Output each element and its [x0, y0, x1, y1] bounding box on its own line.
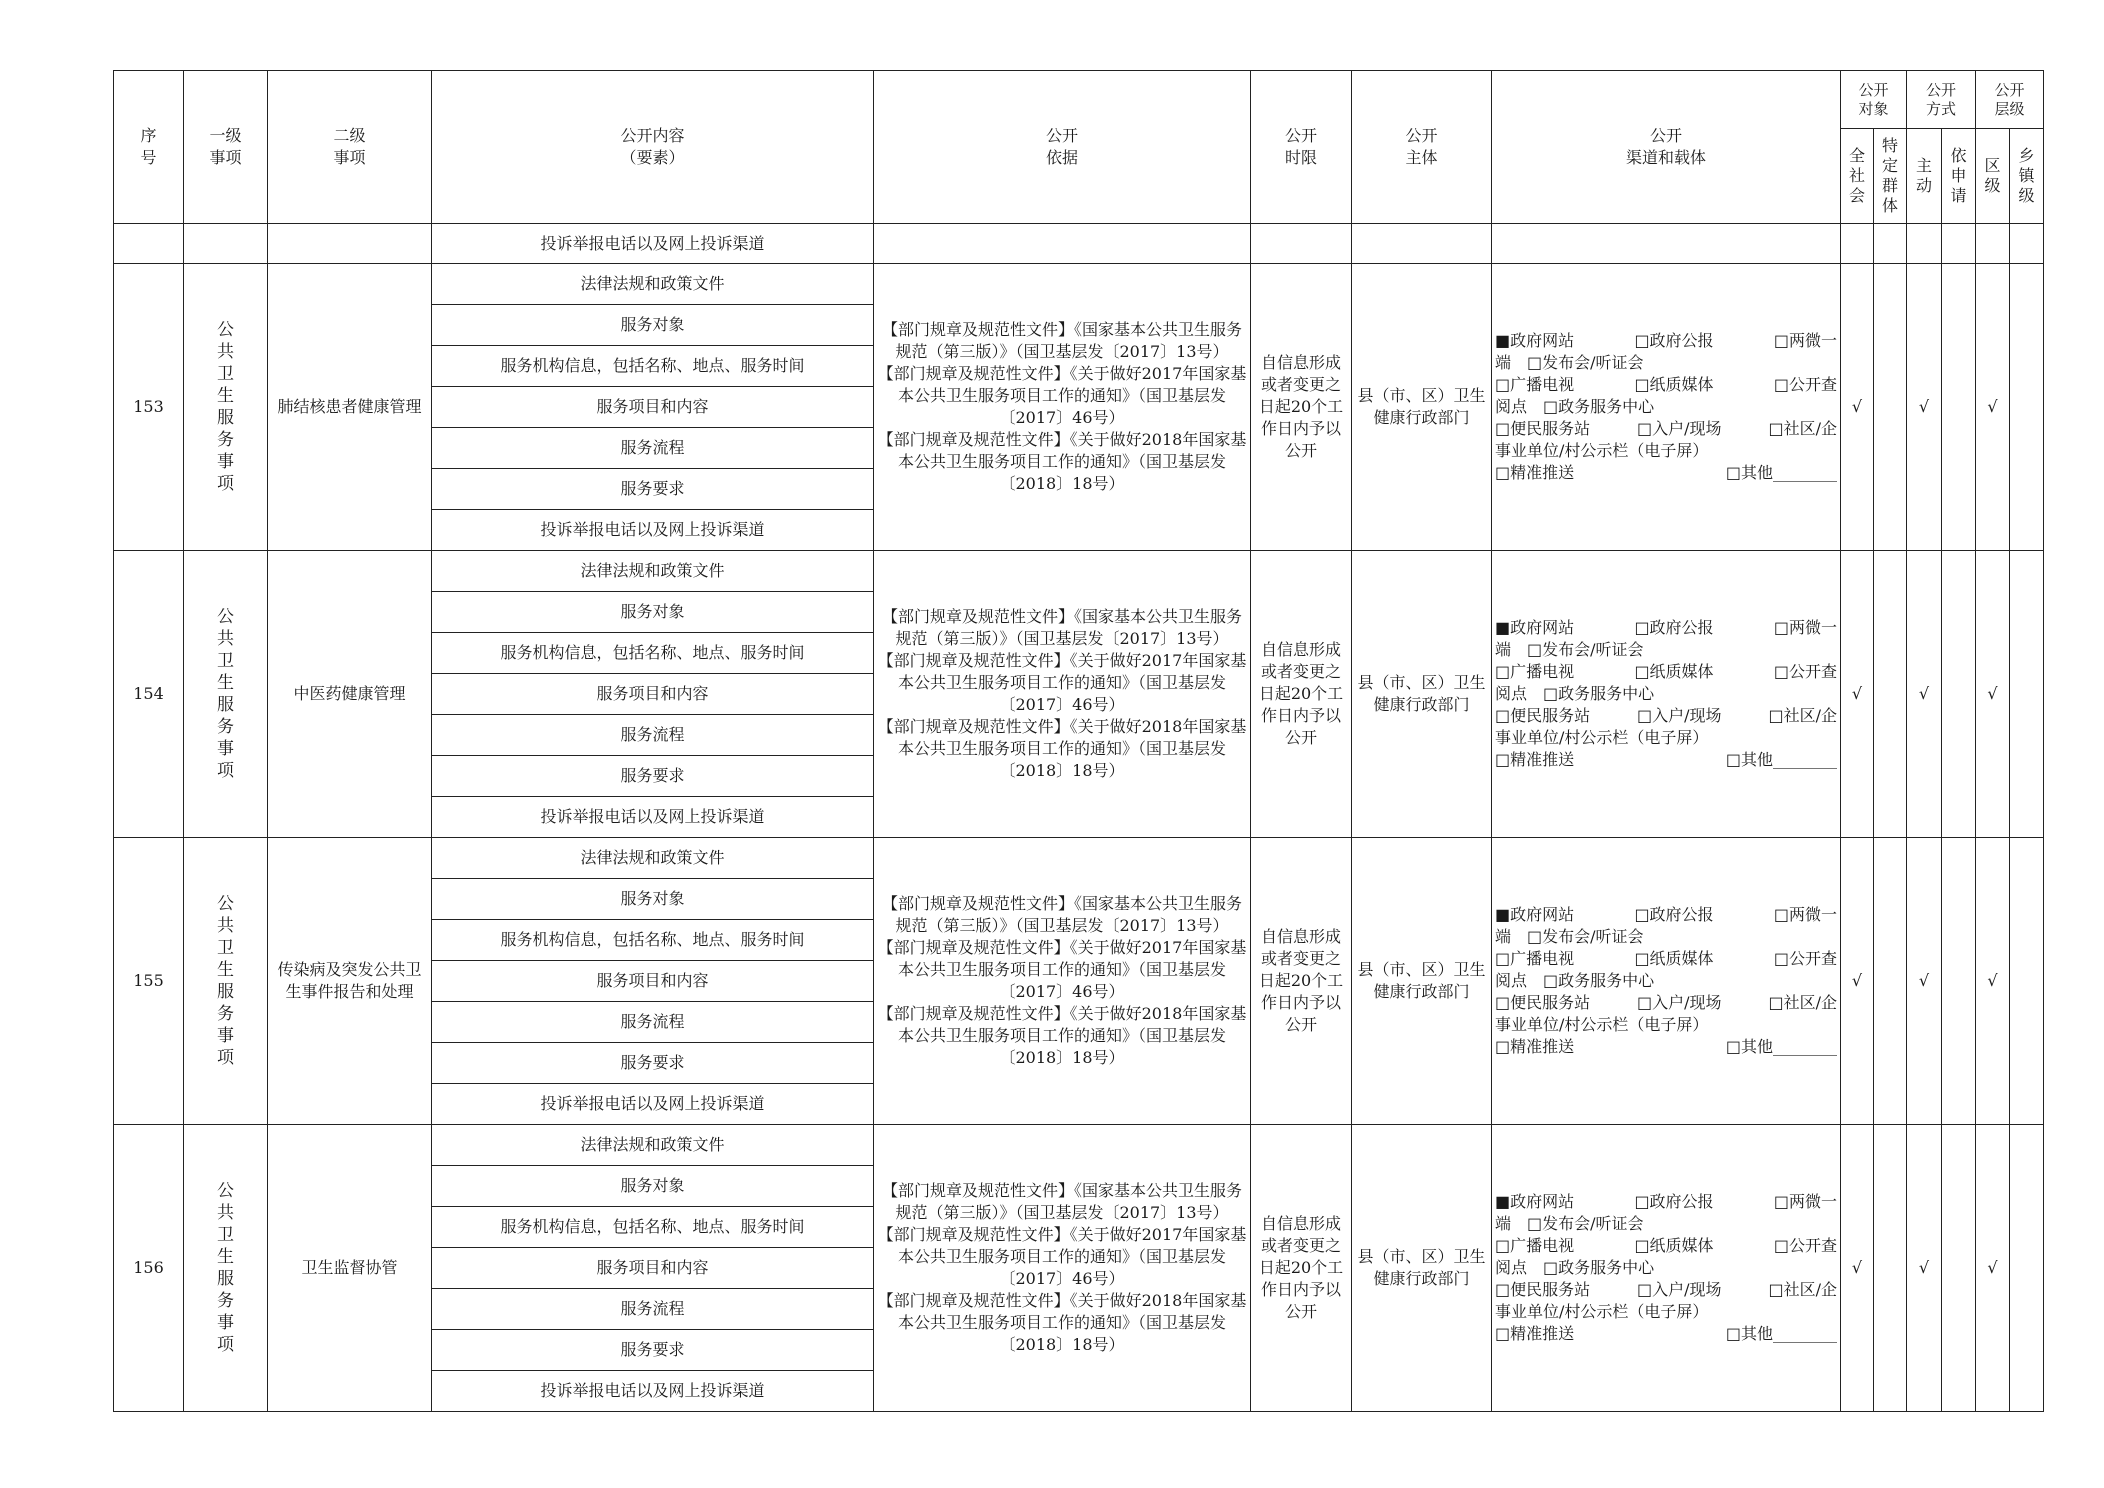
- channel-line: [1495, 352, 1837, 374]
- table-row: [114, 551, 2044, 592]
- level2-item-name: 卫生监督协管: [268, 1125, 432, 1412]
- basis-paragraph: 【部门规章及规范性文件】《关于做好2018年国家基本公共卫生服务项目工作的通知》（国卫基层发〔2018〕18号）: [877, 1291, 1247, 1354]
- channel-option: □公开查: [1773, 949, 1837, 968]
- content-item: 服务对象: [432, 592, 874, 633]
- channel-option: □纸质媒体: [1634, 375, 1714, 394]
- header-method: 公开 方式: [1907, 71, 1976, 129]
- channel-line: [1495, 1036, 1837, 1058]
- channel-option: □广播电视: [1495, 662, 1575, 681]
- header-target: 公开 对象: [1841, 71, 1907, 129]
- header-level: 公开 层级: [1976, 71, 2044, 129]
- disclosure-basis: [874, 551, 1251, 838]
- target-all-mark: √: [1841, 264, 1874, 551]
- channel-option: □入户/现场: [1637, 706, 1722, 725]
- content-item: 服务机构信息，包括名称、地点、服务时间: [432, 920, 874, 961]
- channel-option: □入户/现场: [1637, 993, 1722, 1012]
- header-method-active: 主动: [1916, 156, 1933, 195]
- channel-line: [1495, 904, 1837, 926]
- channel-option: 端 □发布会/听证会: [1495, 353, 1644, 372]
- header-subject: 公开 主体: [1352, 71, 1492, 224]
- channel-option: □精准推送: [1495, 1037, 1575, 1056]
- content-item: 服务要求: [432, 1043, 874, 1084]
- content-item: 法律法规和政策文件: [432, 838, 874, 879]
- content-item: 法律法规和政策文件: [432, 264, 874, 305]
- channel-option: □便民服务站: [1495, 706, 1591, 725]
- channel-list: [1492, 264, 1841, 551]
- method-apply-mark: [1942, 264, 1976, 551]
- level1-category-text: 公共卫生服务事项: [217, 607, 234, 781]
- channel-option: □广播电视: [1495, 949, 1575, 968]
- channel-option: □公开查: [1773, 1236, 1837, 1255]
- channel-line: [1495, 683, 1837, 705]
- table-body: [114, 224, 2044, 1412]
- level-district-mark: √: [1976, 1125, 2010, 1412]
- channel-option: □便民服务站: [1495, 993, 1591, 1012]
- content-item: 服务要求: [432, 756, 874, 797]
- basis-paragraph: 【部门规章及规范性文件】《国家基本公共卫生服务规范（第三版）》（国卫基层发〔2017〕13号）: [881, 1181, 1242, 1222]
- content-item: 服务对象: [432, 305, 874, 346]
- target-specific-mark: [1874, 264, 1907, 551]
- level-district-mark: √: [1976, 264, 2010, 551]
- disclosure-basis: [874, 264, 1251, 551]
- channel-option: □政府公报: [1634, 331, 1714, 350]
- target-all-mark: √: [1841, 838, 1874, 1125]
- channel-option: □精准推送: [1495, 463, 1575, 482]
- header-level-town: 乡镇级: [2018, 146, 2035, 205]
- time-limit: 自信息形成或者变更之日起20个工作日内予以公开: [1251, 1125, 1352, 1412]
- level2-item-name: 传染病及突发公共卫生事件报告和处理: [268, 838, 432, 1125]
- level-town-mark: [2010, 551, 2044, 838]
- channel-option: □公开查: [1773, 375, 1837, 394]
- content-item: 服务项目和内容: [432, 387, 874, 428]
- header-target-specific: 特定群体: [1882, 136, 1899, 215]
- disclosure-subject: 县（市、区）卫生健康行政部门: [1352, 551, 1492, 838]
- header-content: 公开内容 （要素）: [432, 71, 874, 224]
- content-item: 服务流程: [432, 715, 874, 756]
- channel-option: □便民服务站: [1495, 419, 1591, 438]
- channel-option: □政府公报: [1634, 1192, 1714, 1211]
- level1-category-text: 公共卫生服务事项: [217, 320, 234, 494]
- method-apply-mark: [1942, 1125, 1976, 1412]
- channel-option: 阅点 □政务服务中心: [1495, 971, 1655, 990]
- basis-paragraph: 【部门规章及规范性文件】《关于做好2017年国家基本公共卫生服务项目工作的通知》（国卫基层发〔2017〕46号）: [877, 1225, 1247, 1288]
- content-item: 服务要求: [432, 1330, 874, 1371]
- table-row: [114, 1125, 2044, 1166]
- channel-option: □政府公报: [1634, 905, 1714, 924]
- content-item: 投诉举报电话以及网上投诉渠道: [432, 1084, 874, 1125]
- channel-line: [1495, 926, 1837, 948]
- channel-option: □纸质媒体: [1634, 662, 1714, 681]
- channel-line: [1495, 617, 1837, 639]
- channel-option: 事业单位/村公示栏（电子屏）: [1495, 1302, 1709, 1321]
- channel-option: 阅点 □政务服务中心: [1495, 1258, 1655, 1277]
- method-active-mark: √: [1907, 264, 1942, 551]
- channel-line: [1495, 705, 1837, 727]
- content-item: 服务机构信息，包括名称、地点、服务时间: [432, 633, 874, 674]
- channel-option: □精准推送: [1495, 750, 1575, 769]
- header-level2: 二级 事项: [268, 71, 432, 224]
- table-header: [114, 71, 2044, 224]
- content-item: 服务机构信息，包括名称、地点、服务时间: [432, 1207, 874, 1248]
- level2-item-name: 肺结核患者健康管理: [268, 264, 432, 551]
- basis-paragraph: 【部门规章及规范性文件】《关于做好2017年国家基本公共卫生服务项目工作的通知》（国卫基层发〔2017〕46号）: [877, 651, 1247, 714]
- channel-option: □便民服务站: [1495, 1280, 1591, 1299]
- channel-option: □政府公报: [1634, 618, 1714, 637]
- level-town-mark: [2010, 1125, 2044, 1412]
- level1-category: [184, 264, 268, 551]
- content-item: 服务项目和内容: [432, 1248, 874, 1289]
- content-item: 投诉举报电话以及网上投诉渠道: [432, 797, 874, 838]
- channel-option: ■政府网站: [1495, 1192, 1575, 1211]
- channel-line: [1495, 661, 1837, 683]
- basis-paragraph: 【部门规章及规范性文件】《关于做好2018年国家基本公共卫生服务项目工作的通知》（国卫基层发〔2018〕18号）: [877, 430, 1247, 493]
- channel-line: [1495, 1279, 1837, 1301]
- channel-option: □社区/企: [1768, 706, 1837, 725]
- basis-paragraph: 【部门规章及规范性文件】《国家基本公共卫生服务规范（第三版）》（国卫基层发〔2017〕13号）: [881, 607, 1242, 648]
- channel-option: □入户/现场: [1637, 419, 1722, 438]
- channel-list: [1492, 551, 1841, 838]
- channel-option: □纸质媒体: [1634, 949, 1714, 968]
- channel-line: [1495, 462, 1837, 484]
- channel-line: [1495, 970, 1837, 992]
- channel-option: 阅点 □政务服务中心: [1495, 397, 1655, 416]
- target-all-mark: √: [1841, 551, 1874, 838]
- method-active-mark: √: [1907, 838, 1942, 1125]
- header-level-district: 区级: [1984, 156, 2001, 195]
- channel-line: [1495, 1301, 1837, 1323]
- channel-option: 端 □发布会/听证会: [1495, 927, 1644, 946]
- row-number: 153: [114, 264, 184, 551]
- content-item: 服务流程: [432, 1002, 874, 1043]
- content-item: 服务要求: [432, 469, 874, 510]
- content-item: 投诉举报电话以及网上投诉渠道: [432, 1371, 874, 1412]
- channel-option: □两微一: [1773, 905, 1837, 924]
- header-level1: 一级 事项: [184, 71, 268, 224]
- channel-option: □其他________: [1725, 750, 1837, 769]
- time-limit: 自信息形成或者变更之日起20个工作日内予以公开: [1251, 838, 1352, 1125]
- channel-line: [1495, 330, 1837, 352]
- channel-line: [1495, 1014, 1837, 1036]
- channel-line: [1495, 1213, 1837, 1235]
- disclosure-subject: 县（市、区）卫生健康行政部门: [1352, 264, 1492, 551]
- row-number: 156: [114, 1125, 184, 1412]
- channel-option: 事业单位/村公示栏（电子屏）: [1495, 441, 1709, 460]
- channel-option: 事业单位/村公示栏（电子屏）: [1495, 1015, 1709, 1034]
- level1-category: [184, 551, 268, 838]
- channel-line: [1495, 418, 1837, 440]
- content-item: 服务机构信息，包括名称、地点、服务时间: [432, 346, 874, 387]
- level-town-mark: [2010, 838, 2044, 1125]
- content-item: 投诉举报电话以及网上投诉渠道: [432, 510, 874, 551]
- row-number: 154: [114, 551, 184, 838]
- channel-list: [1492, 838, 1841, 1125]
- table-row: [114, 838, 2044, 879]
- channel-option: □社区/企: [1768, 1280, 1837, 1299]
- target-specific-mark: [1874, 551, 1907, 838]
- content-item: 法律法规和政策文件: [432, 551, 874, 592]
- channel-option: □社区/企: [1768, 419, 1837, 438]
- basis-paragraph: 【部门规章及规范性文件】《国家基本公共卫生服务规范（第三版）》（国卫基层发〔2017〕13号）: [881, 320, 1242, 361]
- channel-option: □精准推送: [1495, 1324, 1575, 1343]
- header-seq: 序 号: [114, 71, 184, 224]
- method-active-mark: √: [1907, 1125, 1942, 1412]
- channel-option: □社区/企: [1768, 993, 1837, 1012]
- disclosure-subject: 县（市、区）卫生健康行政部门: [1352, 1125, 1492, 1412]
- channel-line: [1495, 1235, 1837, 1257]
- level1-category-text: 公共卫生服务事项: [217, 1181, 234, 1355]
- header-channel: 公开 渠道和载体: [1492, 71, 1841, 224]
- content-item: 法律法规和政策文件: [432, 1125, 874, 1166]
- channel-line: [1495, 374, 1837, 396]
- content-item: 服务流程: [432, 1289, 874, 1330]
- channel-option: 事业单位/村公示栏（电子屏）: [1495, 728, 1709, 747]
- header-method-apply: 依申请: [1950, 146, 1967, 205]
- content-item: 服务项目和内容: [432, 961, 874, 1002]
- level2-item-name: 中医药健康管理: [268, 551, 432, 838]
- channel-line: [1495, 1257, 1837, 1279]
- channel-option: □两微一: [1773, 331, 1837, 350]
- disclosure-basis: [874, 1125, 1251, 1412]
- content-item: 服务对象: [432, 1166, 874, 1207]
- channel-line: [1495, 948, 1837, 970]
- header-basis: 公开 依据: [874, 71, 1251, 224]
- channel-option: □纸质媒体: [1634, 1236, 1714, 1255]
- channel-option: □两微一: [1773, 1192, 1837, 1211]
- level-town-mark: [2010, 264, 2044, 551]
- basis-paragraph: 【部门规章及规范性文件】《国家基本公共卫生服务规范（第三版）》（国卫基层发〔2017〕13号）: [881, 894, 1242, 935]
- channel-line: [1495, 992, 1837, 1014]
- method-active-mark: √: [1907, 551, 1942, 838]
- time-limit: 自信息形成或者变更之日起20个工作日内予以公开: [1251, 551, 1352, 838]
- table-row: [114, 264, 2044, 305]
- content-item: 服务对象: [432, 879, 874, 920]
- channel-option: □两微一: [1773, 618, 1837, 637]
- channel-line: [1495, 1323, 1837, 1345]
- channel-line: [1495, 749, 1837, 771]
- basis-paragraph: 【部门规章及规范性文件】《关于做好2018年国家基本公共卫生服务项目工作的通知》（国卫基层发〔2018〕18号）: [877, 1004, 1247, 1067]
- basis-paragraph: 【部门规章及规范性文件】《关于做好2017年国家基本公共卫生服务项目工作的通知》（国卫基层发〔2017〕46号）: [877, 938, 1247, 1001]
- carry-over-row: [114, 224, 2044, 264]
- content-item: 服务项目和内容: [432, 674, 874, 715]
- target-specific-mark: [1874, 838, 1907, 1125]
- channel-option: ■政府网站: [1495, 618, 1575, 637]
- channel-line: [1495, 727, 1837, 749]
- channel-line: [1495, 639, 1837, 661]
- level-district-mark: √: [1976, 838, 2010, 1125]
- channel-option: □其他________: [1725, 1037, 1837, 1056]
- channel-option: □广播电视: [1495, 1236, 1575, 1255]
- level1-category-text: 公共卫生服务事项: [217, 894, 234, 1068]
- time-limit: 自信息形成或者变更之日起20个工作日内予以公开: [1251, 264, 1352, 551]
- disclosure-basis: [874, 838, 1251, 1125]
- target-all-mark: √: [1841, 1125, 1874, 1412]
- disclosure-table: [113, 70, 2044, 1412]
- basis-paragraph: 【部门规章及规范性文件】《关于做好2018年国家基本公共卫生服务项目工作的通知》（国卫基层发〔2018〕18号）: [877, 717, 1247, 780]
- channel-option: 阅点 □政务服务中心: [1495, 684, 1655, 703]
- row-number: 155: [114, 838, 184, 1125]
- channel-option: □入户/现场: [1637, 1280, 1722, 1299]
- target-specific-mark: [1874, 1125, 1907, 1412]
- channel-list: [1492, 1125, 1841, 1412]
- method-apply-mark: [1942, 551, 1976, 838]
- channel-option: 端 □发布会/听证会: [1495, 640, 1644, 659]
- level1-category: [184, 838, 268, 1125]
- basis-paragraph: 【部门规章及规范性文件】《关于做好2017年国家基本公共卫生服务项目工作的通知》（国卫基层发〔2017〕46号）: [877, 364, 1247, 427]
- channel-line: [1495, 396, 1837, 418]
- channel-option: □广播电视: [1495, 375, 1575, 394]
- channel-option: □其他________: [1725, 463, 1837, 482]
- level-district-mark: √: [1976, 551, 2010, 838]
- header-target-all: 全社会: [1849, 146, 1866, 205]
- method-apply-mark: [1942, 838, 1976, 1125]
- channel-option: □其他________: [1725, 1324, 1837, 1343]
- channel-option: ■政府网站: [1495, 905, 1575, 924]
- disclosure-subject: 县（市、区）卫生健康行政部门: [1352, 838, 1492, 1125]
- channel-line: [1495, 1191, 1837, 1213]
- content-item: 投诉举报电话以及网上投诉渠道: [432, 224, 874, 264]
- channel-line: [1495, 440, 1837, 462]
- channel-option: 端 □发布会/听证会: [1495, 1214, 1644, 1233]
- channel-option: ■政府网站: [1495, 331, 1575, 350]
- content-item: 服务流程: [432, 428, 874, 469]
- header-time-limit: 公开 时限: [1251, 71, 1352, 224]
- level1-category: [184, 1125, 268, 1412]
- channel-option: □公开查: [1773, 662, 1837, 681]
